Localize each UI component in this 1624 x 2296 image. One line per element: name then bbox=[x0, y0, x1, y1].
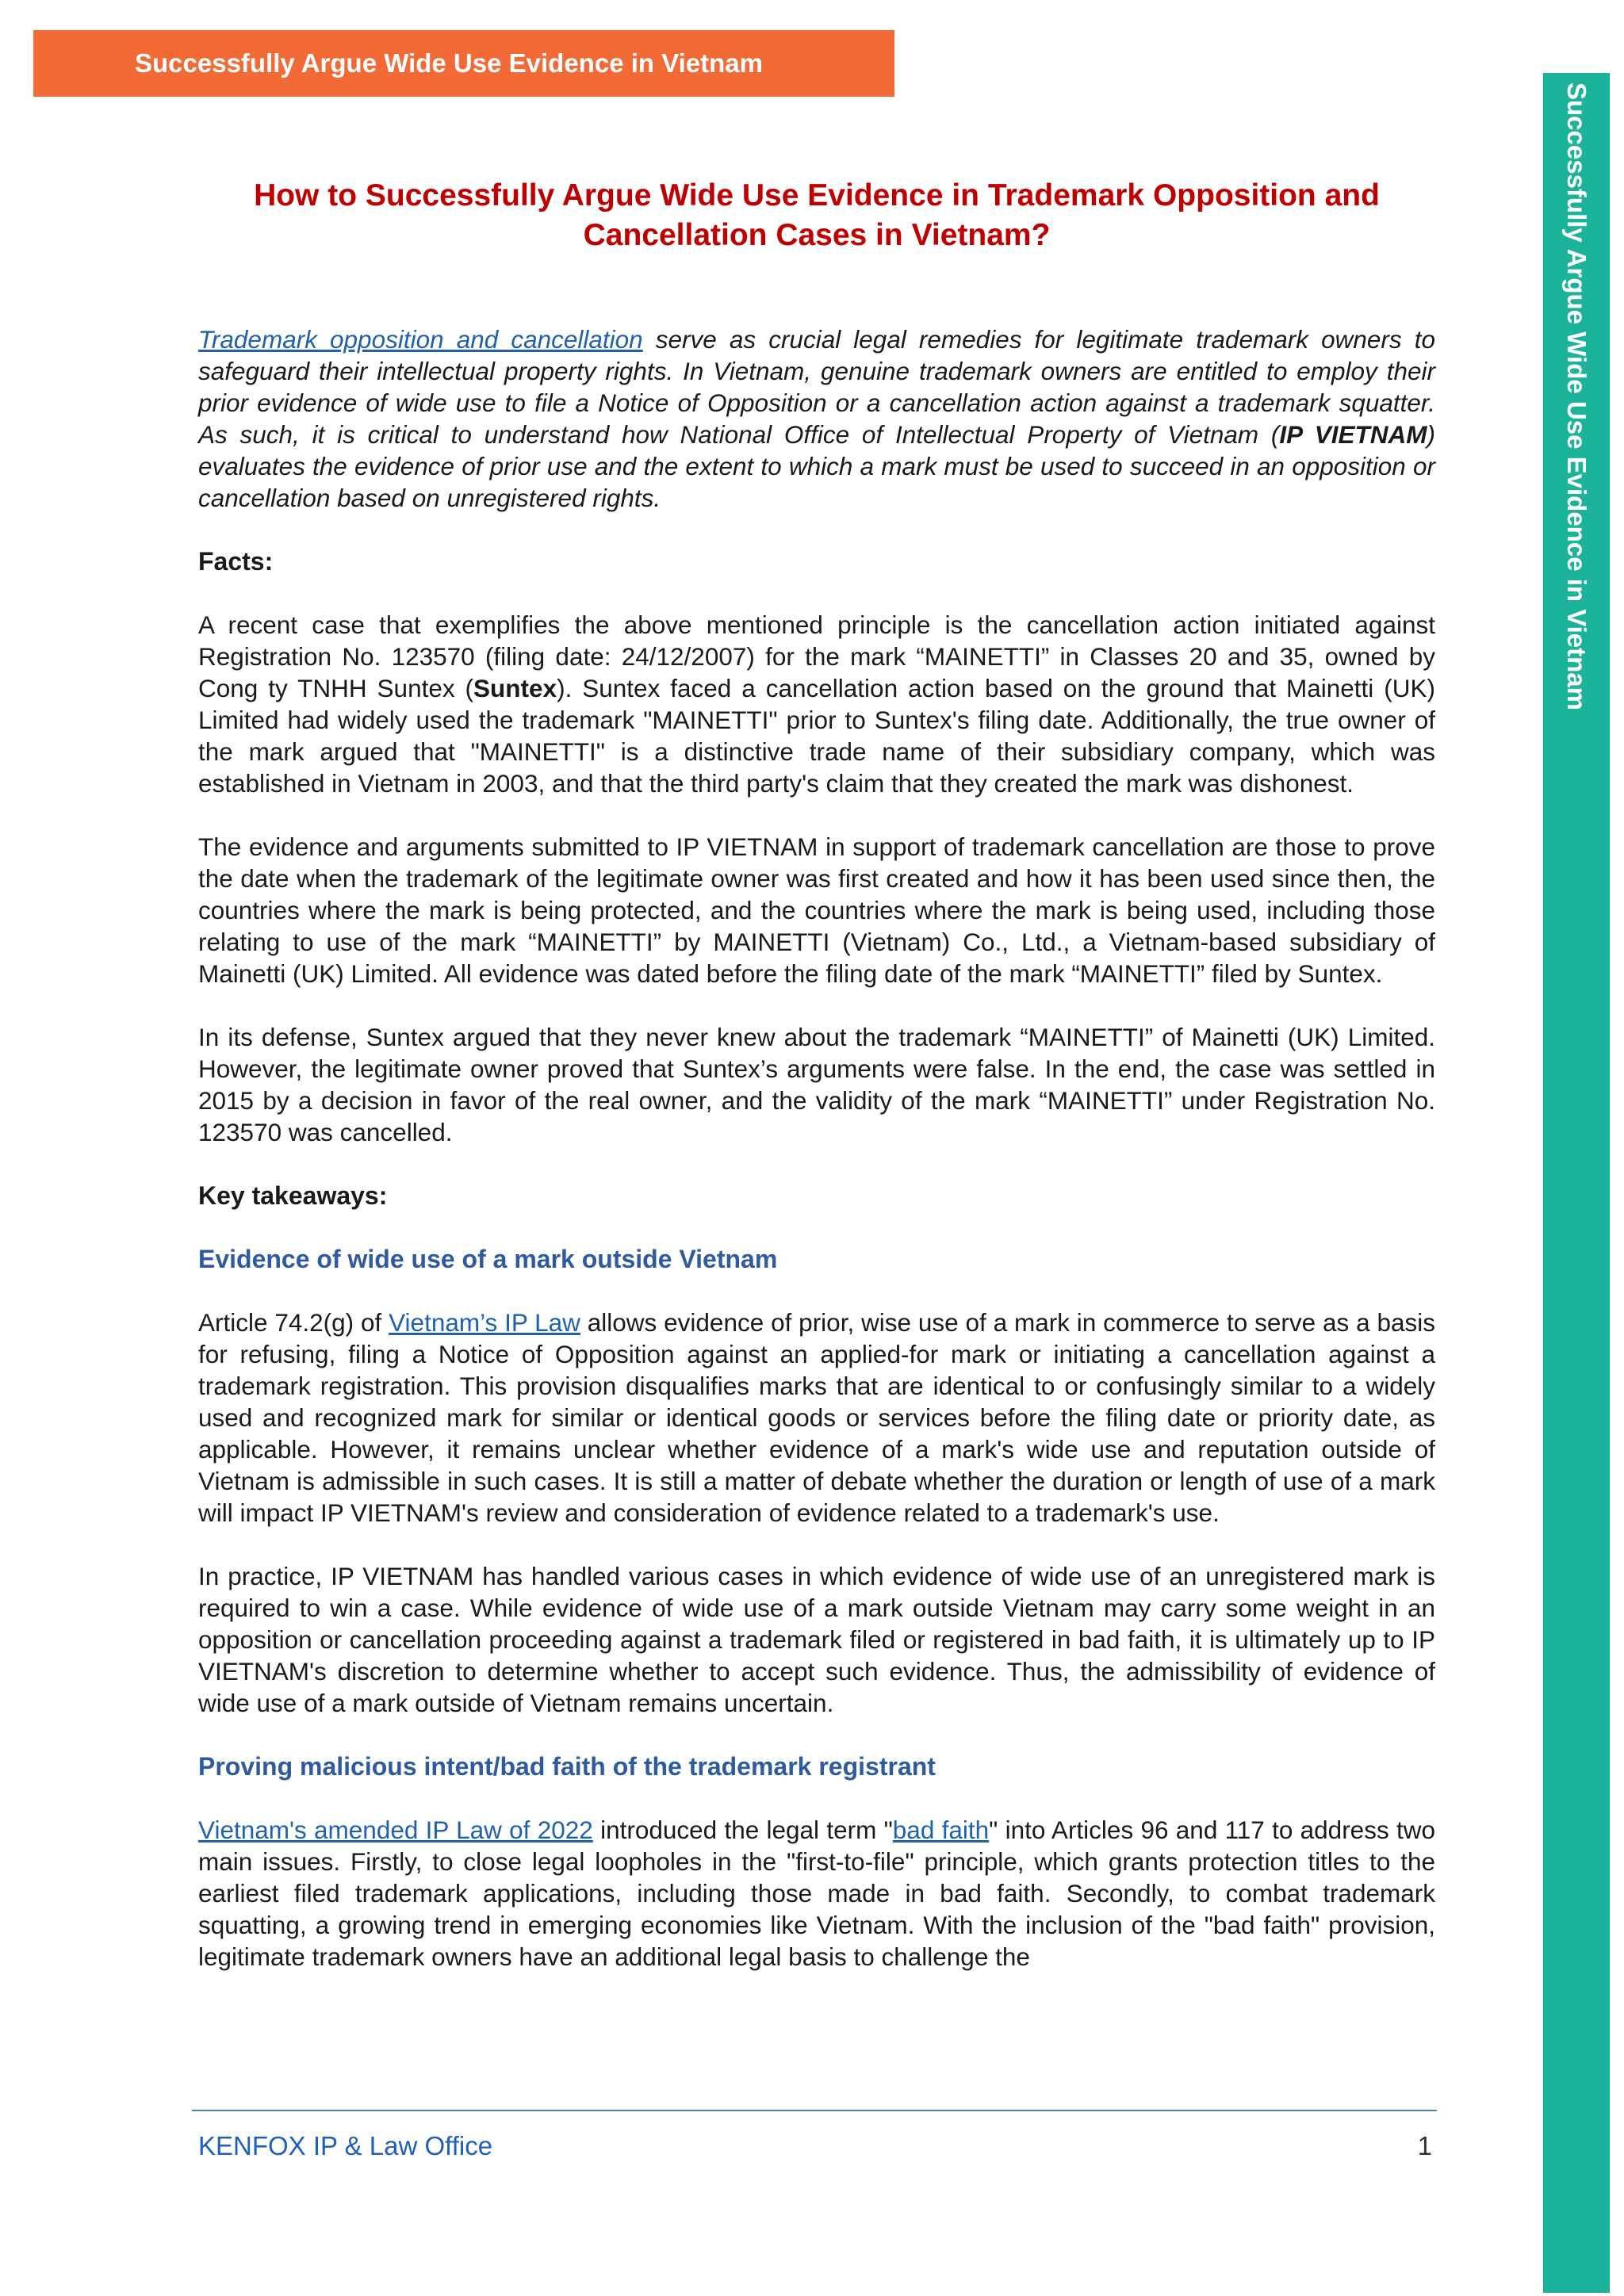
trademark-opposition-link[interactable]: Trademark opposition and cancellation bbox=[198, 325, 643, 354]
facts-paragraph-2: The evidence and arguments submitted to IP VIETNAM in support of trademark cancellation are those to prove the date when the trademark of the legitimate owner was first created and how it has been used since then, the countries where the mark is being protected, and the countries where the mark is being used, including those relating to use of the mark “MAINETTI” by MAINETTI (Vietnam) Co., Ltd., a Vietnam-based subsidiary of Mainetti (UK) Limited. All evidence was dated before the filing date of the mark “MAINETTI” filed by Suntex. bbox=[198, 832, 1435, 988]
bad-faith-paragraph bbox=[198, 1814, 1435, 1973]
bad-faith-text-1: introduced the legal term " bbox=[592, 1816, 893, 1844]
intro-bold: IP VIETNAM bbox=[1279, 420, 1427, 449]
takeaways-label: Key takeaways: bbox=[198, 1181, 388, 1210]
footer-divider bbox=[192, 2110, 1437, 2111]
facts-text-1: A recent case that exemplifies the above mentioned principle is the cancellation action initiated against Registration No. 123570 (filing date: 24/12/2007) for the mark “MAINETTI” in Classes 20 and 35, owned by Cong ty TNHH Suntex ( bbox=[198, 610, 1435, 702]
bad-faith-link[interactable]: bad faith bbox=[892, 1816, 990, 1844]
facts-paragraph-3: In its defense, Suntex argued that they never knew about the trademark “MAINETTI” of Mainetti (UK) Limited. However, the legitimate owner proved that Suntex’s arguments were false. In the end, the case was settled in 2015 by a decision in favor of the real owner, and the validity of the mark “MAINETTI” under Registration No. 123570 was cancelled. bbox=[198, 1023, 1435, 1146]
article-body bbox=[198, 176, 1435, 1973]
wide-use-text-1: Article 74.2(g) of bbox=[198, 1308, 389, 1337]
facts-paragraph-1 bbox=[198, 609, 1435, 799]
intro-text-2: ) evaluates the evidence of prior use and the extent to which a mark must be used to succeed in an opposition or cancellation based on unregistered rights. bbox=[198, 420, 1435, 512]
side-bar bbox=[1543, 73, 1610, 2293]
facts-text-2: ). Suntex faced a cancellation action based on the ground that Mainetti (UK) Limited had widely used the trademark "MAINETTI" prior to Suntex's filing date. Additionally, the true owner of the mark argued that "MAINETTI" is a distinctive trade name of their subsidiary company, which was established in Vietnam in 2003, and that the third party's claim that they created the mark was dishonest. bbox=[198, 674, 1435, 798]
amended-ip-law-link[interactable]: Vietnam's amended IP Law of 2022 bbox=[198, 1816, 593, 1844]
subheading-bad-faith: Proving malicious intent/bad faith of the trademark registrant bbox=[198, 1752, 936, 1781]
facts-label: Facts: bbox=[198, 547, 274, 576]
header-tab bbox=[33, 30, 894, 97]
wide-use-paragraph-1 bbox=[198, 1307, 1435, 1529]
bad-faith-text-2: " into Articles 96 and 117 to address two main issues. Firstly, to close legal loopholes in the "first-to-file" principle, which grants protection titles to the earliest filed trademark applications, including those made in bad faith. Secondly, to combat trademark squatting, a growing trend in emerging economies like Vietnam. With the inclusion of the "bad faith" provision, legitimate trademark owners have an additional legal basis to challenge the bbox=[198, 1816, 1435, 1971]
page-number: 1 bbox=[1417, 2131, 1432, 2160]
wide-use-paragraph-2: In practice, IP VIETNAM has handled various cases in which evidence of wide use of an unregistered mark is required to win a case. While evidence of wide use of a mark outside Vietnam may carry some weight in an opposition or cancellation proceeding against a trademark filed or registered in bad faith, it is ultimately up to IP VIETNAM's discretion to determine whether to accept such evidence. Thus, the admissibility of evidence of wide use of a mark outside of Vietnam remains uncertain. bbox=[198, 1562, 1435, 1717]
footer-firm-name: KENFOX IP & Law Office bbox=[198, 2131, 493, 2160]
header-tab-title: Successfully Argue Wide Use Evidence in Vietnam bbox=[135, 48, 763, 78]
facts-bold: Suntex bbox=[473, 674, 557, 702]
page-title: How to Successfully Argue Wide Use Evidence in Trademark Opposition and Cancellation Cases in Vietnam? bbox=[254, 178, 1380, 252]
ip-law-link[interactable]: Vietnam’s IP Law bbox=[389, 1308, 580, 1337]
wide-use-text-2: allows evidence of prior, wise use of a mark in commerce to serve as a basis for refusing, filing a Notice of Opposition against an applied-for mark or initiating a cancellation against a trademark registration. This provision disqualifies marks that are identical to or confusingly similar to a widely used and recognized mark for similar or identical goods or services before the filing date or priority date, as applicable. However, it remains unclear whether evidence of a mark's wide use and reputation outside of Vietnam is admissible in such cases. It is still a matter of debate whether the duration or length of use of a mark will impact IP VIETNAM's review and consideration of evidence related to a trademark's use. bbox=[198, 1308, 1435, 1527]
intro-text-1: serve as crucial legal remedies for legitimate trademark owners to safeguard their intellectual property rights. In Vietnam, genuine trademark owners are entitled to employ their prior evidence of wide use to file a Notice of Opposition or a cancellation action against a trademark squatter. As such, it is critical to understand how National Office of Intellectual Property of Vietnam ( bbox=[198, 325, 1435, 449]
intro-paragraph bbox=[198, 323, 1435, 514]
subheading-wide-use: Evidence of wide use of a mark outside Vietnam bbox=[198, 1245, 778, 1273]
side-bar-title: Successfully Argue Wide Use Evidence in Vietnam bbox=[1562, 82, 1591, 710]
